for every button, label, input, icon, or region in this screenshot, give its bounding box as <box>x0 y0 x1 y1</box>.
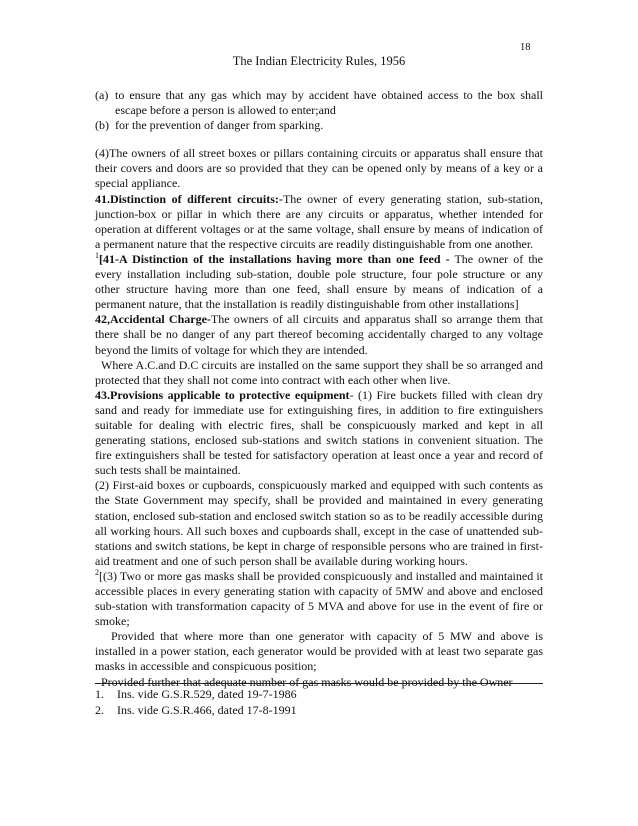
list-item-b <box>95 118 543 133</box>
footnote-text: Ins. vide G.S.R.466, dated 17-8-1991 <box>117 702 297 717</box>
footnote-number: 2. <box>95 702 104 717</box>
rule-42-heading: 42,Accidental Charge- <box>95 312 211 327</box>
footnote-divider <box>95 683 543 684</box>
footnotes <box>95 687 543 718</box>
paragraph-4: (4)The owners of all street boxes or pillars containing circuits or apparatus shall ensure that their covers and doors are so provided that they can be opened only by means of a key or a special appliance. <box>95 146 543 191</box>
rule-43-text-3: [(3) Two or more gas masks shall be provided conspicuously and installed and maintained it accessible places in every generating station with capacity of 5MW and above and enclosed sub-station with transformation capacity of 5 MVA and above for use in the event of fire or smoke; <box>95 568 543 629</box>
rule-42 <box>95 312 543 357</box>
rule-41a <box>95 252 543 312</box>
footnote-text: Ins. vide G.S.R.529, dated 19-7-1986 <box>117 687 297 701</box>
list-text: for the prevention of danger from sparking. <box>115 118 324 133</box>
rule-43 <box>95 388 543 479</box>
rule-41a-text: The owner of the every installation including sub-station, double pole structure, four pole structure or any other structure having more than one feed, shall ensure by means of indication of a permanent nature, that the installation is readily distinguishable from other installations] <box>95 251 543 312</box>
page-number: 18 <box>520 42 531 53</box>
list-item-a <box>95 88 543 118</box>
rule-43-text-1: - (1) Fire buckets filled with clean dry sand and ready for immediate use for extinguishing fires, in addition to fire extinguishers suitable for dealing with electric fires, shall be conspicuously marked and kept in all generating stations, enclosed sub-stations and switch stations in convenient situation. The fire extinguishers shall be tested for satisfactory operation at least once a year and record of such tests shall be maintained. <box>95 387 543 478</box>
rule-43-para-2: (2) First-aid boxes or cupboards, conspicuously marked and equipped with such contents as the State Government may specify, shall be provided and maintained in every generating station, enclosed sub-station and enclosed switch station so as to be readily accessible during all working hours. All such boxes and cupboards shall, except in the case of unattended sub-stations and switch stations, be kept in charge of responsible persons who are trained in first-aid treatment and one of such person shall be available during working hours. <box>95 478 543 568</box>
running-header: The Indian Electricity Rules, 1956 <box>232 54 406 68</box>
rule-41-text: The owner of every generating station, sub-station, junction-box or pillar in which there are any circuits or apparatus, whether intended for operation at different voltages or at the same voltage, shall ensure by means of indication of a permanent nature that the respective circuits are readily distinguishable from one another. <box>95 191 543 251</box>
footnote-number: 1. <box>95 687 104 701</box>
rule-43-proviso-1: Provided that where more than one generator with capacity of 5 MW and above is installed in a power station, each generator would be provided with at least two separate gas masks in accessible and conspicuous position; <box>95 629 543 674</box>
rule-43-heading: 43.Provisions applicable to protective equipment <box>95 387 350 402</box>
rule-43-proviso-2: Provided further that adequate number of gas masks would be provided by the Owner <box>101 674 513 689</box>
rule-43-para-3 <box>95 569 543 629</box>
list-label: (b) <box>95 118 109 133</box>
footnote-ref-2: 2 <box>95 567 99 577</box>
list-label: (a) <box>95 88 109 102</box>
rule-41-heading: 41.Distinction of different circuits:- <box>95 191 283 206</box>
rule-42-text: The owners of all circuits and apparatus shall so arrange them that there shall be no danger of any part thereof becoming accidentally charged to any voltage beyond the limits of voltage for which they are intended. <box>95 312 543 357</box>
list-text: to ensure that any gas which may by accident have obtained access to the box shall escape before a person is allowed to enter;and <box>115 88 543 118</box>
footnote-ref-1: 1 <box>95 250 99 260</box>
footnote-item <box>95 687 543 703</box>
rule-42-para-2: Where A.C.and D.C circuits are installed on the same support they shall be so arranged and protected that they shall not come into contract with each other when live. <box>95 357 543 387</box>
footnote-item <box>95 703 543 719</box>
rule-41 <box>95 192 543 252</box>
spacer <box>95 133 543 146</box>
page-body <box>95 88 543 690</box>
rule-41a-heading: [41-A Distinction of the installations having more than one feed - <box>99 251 450 266</box>
